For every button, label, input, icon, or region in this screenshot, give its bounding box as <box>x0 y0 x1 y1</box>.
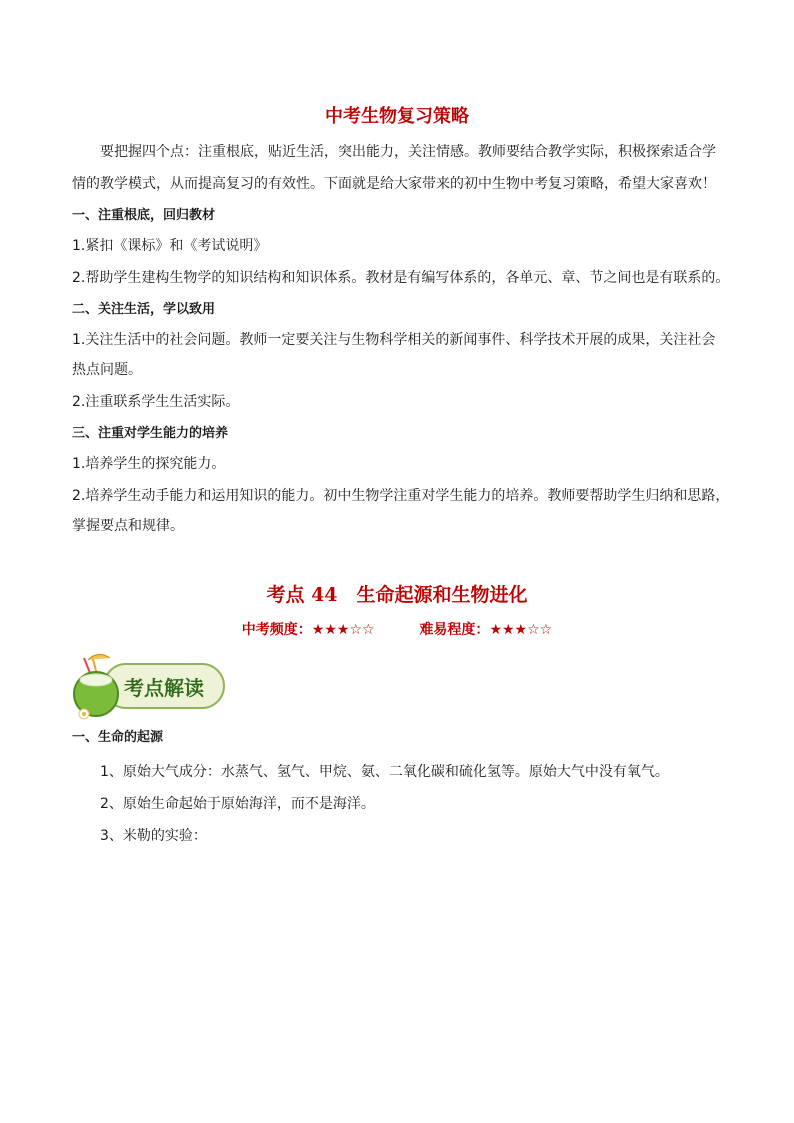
section-title-origin-of-life: 考点 44 生命起源和生物进化 <box>266 584 528 606</box>
intro-line-1: 要把握四个点：注重根底，贴近生活，突出能力，关注情感。教师要结合教学实际，积极探索适合学 <box>100 144 716 160</box>
para-social-issues-1: 1.关注生活中的社会问题。教师一定要关注与生物科学相关的新闻事件、科学技术开展的成果，关注社会 <box>72 332 716 348</box>
para-inquiry: 1.培养学生的探究能力。 <box>72 456 226 472</box>
difficulty-empty-stars-icon: ☆☆ <box>527 622 553 638</box>
para-miller-experiment: 3、米勒的实验： <box>100 828 207 844</box>
para-primitive-ocean: 2、原始生命起始于原始海洋，而不是海洋。 <box>100 796 375 812</box>
heading-origin: 一、生命的起源 <box>72 730 164 745</box>
badge-label: 考点解读 <box>124 676 204 700</box>
intro-line-2: 情的教学模式，从而提高复习的有效性。下面就是给大家带来的初中生物中考复习策略，希望大家喜欢！ <box>72 176 716 192</box>
frequency-filled-stars-icon: ★★★ <box>311 622 350 638</box>
frequency-label: 中考频度： <box>241 622 312 638</box>
difficulty-label: 难易程度： <box>419 622 490 638</box>
para-standards: 1.紧扣《课标》和《考试说明》 <box>72 238 268 254</box>
section-title-review-strategy: 中考生物复习策略 <box>325 106 469 127</box>
key-points-badge <box>70 652 230 724</box>
para-primitive-atmosphere: 1、原始大气成分：水蒸气、氢气、甲烷、氨、二氧化碳和硫化氢等。原始大气中没有氧气。 <box>100 764 669 780</box>
para-hands-on-1: 2.培养学生动手能力和运用知识的能力。初中生物学注重对学生能力的培养。教师要帮助学生归纳和思路， <box>72 488 730 504</box>
para-knowledge-structure: 2.帮助学生建构生物学的知识结构和知识体系。教材是有编写体系的，各单元、章、节之间也是有联系的。 <box>72 270 730 286</box>
para-social-issues-2: 热点问题。 <box>72 362 142 378</box>
heading-ability: 三、注重对学生能力的培养 <box>72 426 229 441</box>
difficulty-rating <box>419 619 552 639</box>
frequency-empty-stars-icon: ☆☆ <box>349 622 375 638</box>
frequency-rating <box>242 619 375 639</box>
coconut-icon <box>74 654 118 719</box>
para-hands-on-2: 掌握要点和规律。 <box>72 518 184 534</box>
heading-life: 二、关注生活，学以致用 <box>72 302 216 317</box>
heading-foundation: 一、注重根底，回归教材 <box>72 208 216 223</box>
rating-bar <box>0 619 794 639</box>
difficulty-filled-stars-icon: ★★★ <box>489 622 528 638</box>
para-student-life: 2.注重联系学生生活实际。 <box>72 394 240 410</box>
